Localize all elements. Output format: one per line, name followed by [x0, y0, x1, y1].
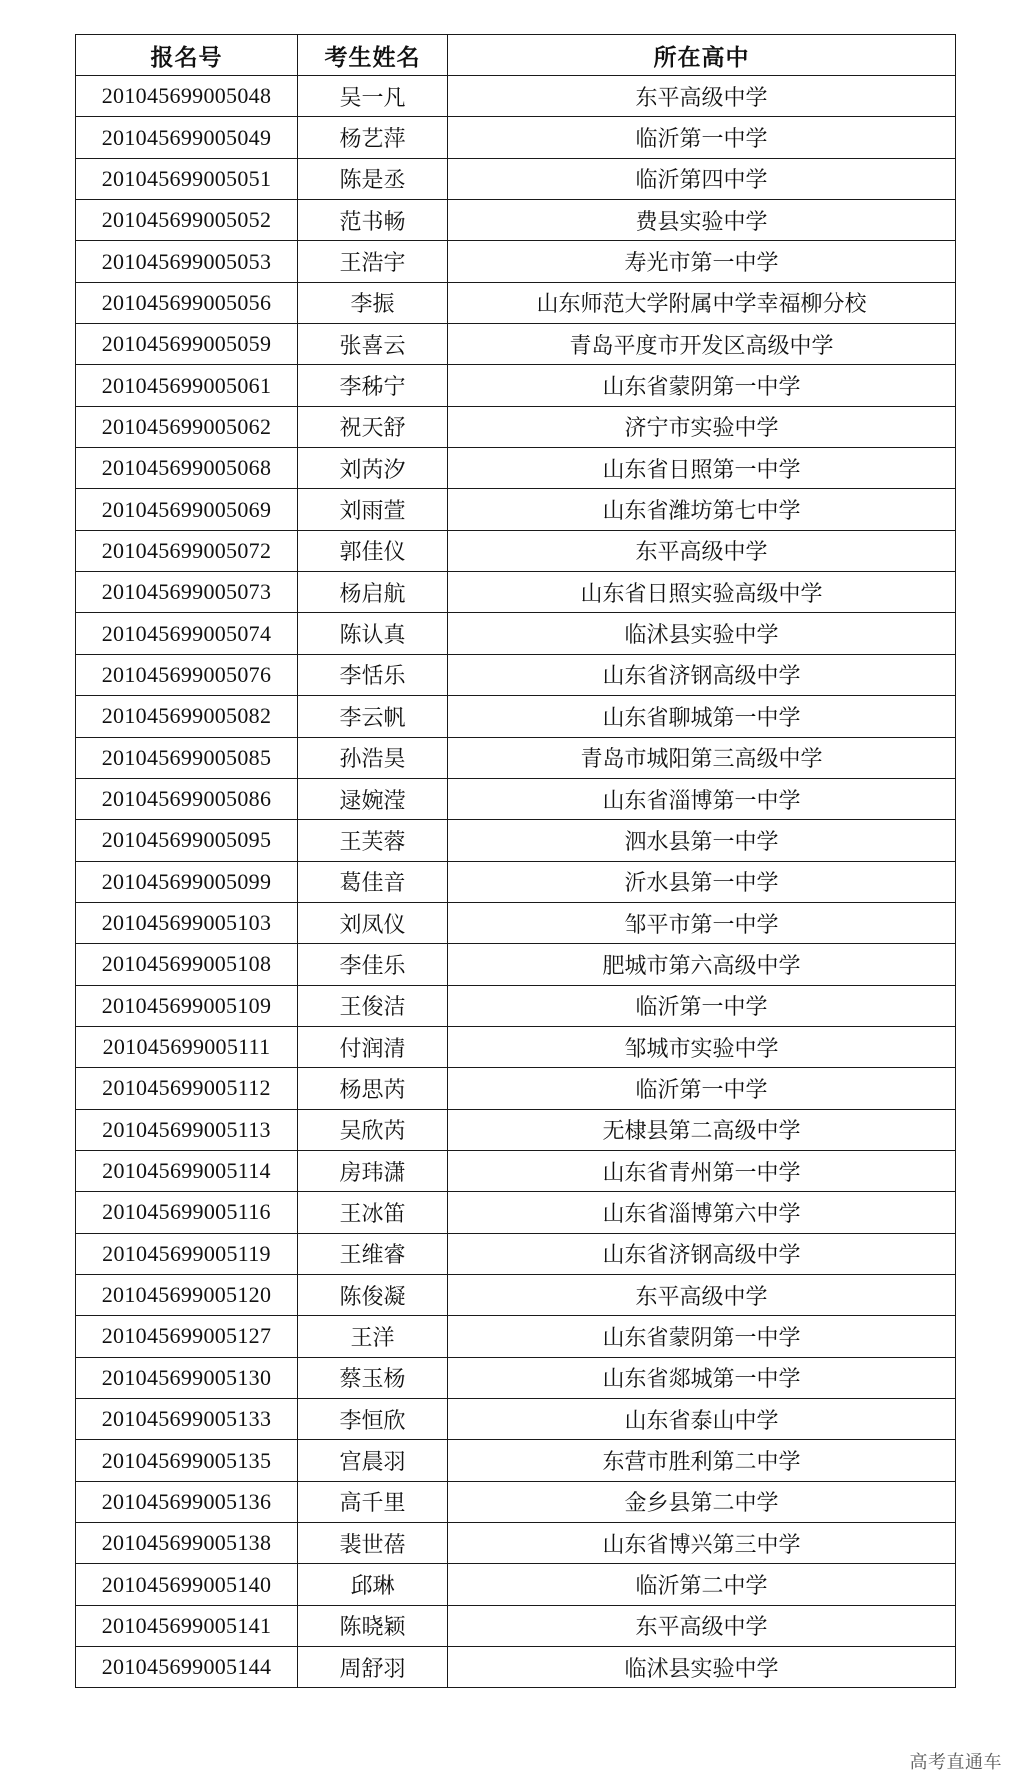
table-row: [76, 1150, 956, 1191]
high-school-cell: 费县实验中学: [448, 200, 956, 241]
registration-number-cell: 201045699005113: [76, 1109, 298, 1150]
registration-number-cell: 201045699005144: [76, 1647, 298, 1688]
table-row: [76, 737, 956, 778]
student-name-cell: 陈晓颖: [298, 1605, 448, 1646]
header-row: [76, 35, 956, 76]
student-name-cell: 付润清: [298, 1026, 448, 1067]
high-school-cell: 山东省潍坊第七中学: [448, 489, 956, 530]
student-roster-table: [75, 34, 956, 1688]
high-school-cell: 山东省郯城第一中学: [448, 1357, 956, 1398]
roster-sheet: [75, 34, 955, 1688]
registration-number-cell: 201045699005108: [76, 944, 298, 985]
header-high-school: 所在高中: [448, 35, 956, 76]
registration-number-cell: 201045699005099: [76, 861, 298, 902]
registration-number-cell: 201045699005048: [76, 76, 298, 117]
table-row: [76, 820, 956, 861]
registration-number-cell: 201045699005133: [76, 1399, 298, 1440]
registration-number-cell: 201045699005076: [76, 654, 298, 695]
table-row: [76, 282, 956, 323]
table-row: [76, 1440, 956, 1481]
student-name-cell: 周舒羽: [298, 1647, 448, 1688]
student-name-cell: 陈是丞: [298, 158, 448, 199]
student-name-cell: 李振: [298, 282, 448, 323]
registration-number-cell: 201045699005140: [76, 1564, 298, 1605]
student-name-cell: 邱琳: [298, 1564, 448, 1605]
registration-number-cell: 201045699005073: [76, 572, 298, 613]
registration-number-cell: 201045699005074: [76, 613, 298, 654]
student-name-cell: 吴欣芮: [298, 1109, 448, 1150]
table-row: [76, 489, 956, 530]
registration-number-cell: 201045699005053: [76, 241, 298, 282]
student-name-cell: 王芙蓉: [298, 820, 448, 861]
student-name-cell: 逯婉滢: [298, 778, 448, 819]
high-school-cell: 寿光市第一中学: [448, 241, 956, 282]
table-row: [76, 1523, 956, 1564]
student-name-cell: 陈俊凝: [298, 1274, 448, 1315]
table-row: [76, 1399, 956, 1440]
student-name-cell: 刘芮汐: [298, 448, 448, 489]
student-name-cell: 祝天舒: [298, 406, 448, 447]
high-school-cell: 山东省博兴第三中学: [448, 1523, 956, 1564]
student-name-cell: 吴一凡: [298, 76, 448, 117]
high-school-cell: 临沂第一中学: [448, 1068, 956, 1109]
student-name-cell: 杨艺萍: [298, 117, 448, 158]
high-school-cell: 山东省淄博第六中学: [448, 1192, 956, 1233]
table-body: [76, 76, 956, 1688]
registration-number-cell: 201045699005095: [76, 820, 298, 861]
table-row: [76, 241, 956, 282]
header-registration-number: 报名号: [76, 35, 298, 76]
registration-number-cell: 201045699005059: [76, 324, 298, 365]
student-name-cell: 李佳乐: [298, 944, 448, 985]
student-name-cell: 刘凤仪: [298, 902, 448, 943]
high-school-cell: 山东省日照实验高级中学: [448, 572, 956, 613]
registration-number-cell: 201045699005136: [76, 1481, 298, 1522]
registration-number-cell: 201045699005062: [76, 406, 298, 447]
student-name-cell: 杨思芮: [298, 1068, 448, 1109]
table-row: [76, 985, 956, 1026]
student-name-cell: 杨启航: [298, 572, 448, 613]
registration-number-cell: 201045699005130: [76, 1357, 298, 1398]
table-row: [76, 324, 956, 365]
registration-number-cell: 201045699005051: [76, 158, 298, 199]
registration-number-cell: 201045699005111: [76, 1026, 298, 1067]
high-school-cell: 临沭县实验中学: [448, 1647, 956, 1688]
high-school-cell: 山东省蒙阴第一中学: [448, 1316, 956, 1357]
table-row: [76, 76, 956, 117]
student-name-cell: 王俊洁: [298, 985, 448, 1026]
high-school-cell: 山东省日照第一中学: [448, 448, 956, 489]
student-name-cell: 王维睿: [298, 1233, 448, 1274]
high-school-cell: 金乡县第二中学: [448, 1481, 956, 1522]
table-row: [76, 902, 956, 943]
high-school-cell: 山东省泰山中学: [448, 1399, 956, 1440]
student-name-cell: 孙浩昊: [298, 737, 448, 778]
registration-number-cell: 201045699005112: [76, 1068, 298, 1109]
student-name-cell: 范书畅: [298, 200, 448, 241]
table-row: [76, 861, 956, 902]
student-name-cell: 宫晨羽: [298, 1440, 448, 1481]
student-name-cell: 裴世蓓: [298, 1523, 448, 1564]
table-row: [76, 158, 956, 199]
registration-number-cell: 201045699005120: [76, 1274, 298, 1315]
high-school-cell: 山东师范大学附属中学幸福柳分校: [448, 282, 956, 323]
student-name-cell: 王浩宇: [298, 241, 448, 282]
table-row: [76, 572, 956, 613]
high-school-cell: 东平高级中学: [448, 1274, 956, 1315]
high-school-cell: 青岛平度市开发区高级中学: [448, 324, 956, 365]
table-row: [76, 613, 956, 654]
high-school-cell: 临沭县实验中学: [448, 613, 956, 654]
table-row: [76, 1068, 956, 1109]
table-row: [76, 448, 956, 489]
table-row: [76, 406, 956, 447]
registration-number-cell: 201045699005119: [76, 1233, 298, 1274]
high-school-cell: 邹城市实验中学: [448, 1026, 956, 1067]
registration-number-cell: 201045699005068: [76, 448, 298, 489]
student-name-cell: 蔡玉杨: [298, 1357, 448, 1398]
table-row: [76, 1233, 956, 1274]
high-school-cell: 山东省聊城第一中学: [448, 696, 956, 737]
registration-number-cell: 201045699005049: [76, 117, 298, 158]
student-name-cell: 葛佳音: [298, 861, 448, 902]
table-row: [76, 117, 956, 158]
registration-number-cell: 201045699005127: [76, 1316, 298, 1357]
high-school-cell: 青岛市城阳第三高级中学: [448, 737, 956, 778]
table-header: [76, 35, 956, 76]
registration-number-cell: 201045699005103: [76, 902, 298, 943]
registration-number-cell: 201045699005086: [76, 778, 298, 819]
student-name-cell: 李云帆: [298, 696, 448, 737]
high-school-cell: 邹平市第一中学: [448, 902, 956, 943]
table-row: [76, 200, 956, 241]
table-row: [76, 1647, 956, 1688]
table-row: [76, 1605, 956, 1646]
student-name-cell: 刘雨萱: [298, 489, 448, 530]
student-name-cell: 郭佳仪: [298, 530, 448, 571]
high-school-cell: 临沂第一中学: [448, 117, 956, 158]
table-row: [76, 778, 956, 819]
high-school-cell: 济宁市实验中学: [448, 406, 956, 447]
high-school-cell: 山东省青州第一中学: [448, 1150, 956, 1191]
high-school-cell: 山东省淄博第一中学: [448, 778, 956, 819]
student-name-cell: 李恒欣: [298, 1399, 448, 1440]
registration-number-cell: 201045699005109: [76, 985, 298, 1026]
table-row: [76, 1564, 956, 1605]
high-school-cell: 东营市胜利第二中学: [448, 1440, 956, 1481]
table-row: [76, 1481, 956, 1522]
table-row: [76, 1109, 956, 1150]
student-name-cell: 高千里: [298, 1481, 448, 1522]
student-name-cell: 李秭宁: [298, 365, 448, 406]
registration-number-cell: 201045699005141: [76, 1605, 298, 1646]
registration-number-cell: 201045699005082: [76, 696, 298, 737]
table-row: [76, 1026, 956, 1067]
student-name-cell: 陈认真: [298, 613, 448, 654]
high-school-cell: 东平高级中学: [448, 76, 956, 117]
table-row: [76, 1192, 956, 1233]
table-row: [76, 944, 956, 985]
student-name-cell: 李恬乐: [298, 654, 448, 695]
table-row: [76, 530, 956, 571]
student-name-cell: 张喜云: [298, 324, 448, 365]
student-name-cell: 房玮潇: [298, 1150, 448, 1191]
high-school-cell: 泗水县第一中学: [448, 820, 956, 861]
high-school-cell: 山东省济钢高级中学: [448, 654, 956, 695]
high-school-cell: 沂水县第一中学: [448, 861, 956, 902]
high-school-cell: 临沂第四中学: [448, 158, 956, 199]
high-school-cell: 山东省蒙阴第一中学: [448, 365, 956, 406]
watermark-text: 高考直通车: [909, 1752, 1002, 1773]
registration-number-cell: 201045699005085: [76, 737, 298, 778]
registration-number-cell: 201045699005116: [76, 1192, 298, 1233]
header-student-name: 考生姓名: [298, 35, 448, 76]
student-name-cell: 王冰笛: [298, 1192, 448, 1233]
student-name-cell: 王洋: [298, 1316, 448, 1357]
high-school-cell: 临沂第二中学: [448, 1564, 956, 1605]
registration-number-cell: 201045699005114: [76, 1150, 298, 1191]
registration-number-cell: 201045699005138: [76, 1523, 298, 1564]
high-school-cell: 无棣县第二高级中学: [448, 1109, 956, 1150]
table-row: [76, 365, 956, 406]
high-school-cell: 东平高级中学: [448, 530, 956, 571]
registration-number-cell: 201045699005052: [76, 200, 298, 241]
table-row: [76, 1357, 956, 1398]
registration-number-cell: 201045699005056: [76, 282, 298, 323]
table-row: [76, 1316, 956, 1357]
registration-number-cell: 201045699005061: [76, 365, 298, 406]
table-row: [76, 696, 956, 737]
high-school-cell: 东平高级中学: [448, 1605, 956, 1646]
high-school-cell: 山东省济钢高级中学: [448, 1233, 956, 1274]
registration-number-cell: 201045699005072: [76, 530, 298, 571]
high-school-cell: 肥城市第六高级中学: [448, 944, 956, 985]
table-row: [76, 1274, 956, 1315]
registration-number-cell: 201045699005135: [76, 1440, 298, 1481]
table-row: [76, 654, 956, 695]
high-school-cell: 临沂第一中学: [448, 985, 956, 1026]
registration-number-cell: 201045699005069: [76, 489, 298, 530]
